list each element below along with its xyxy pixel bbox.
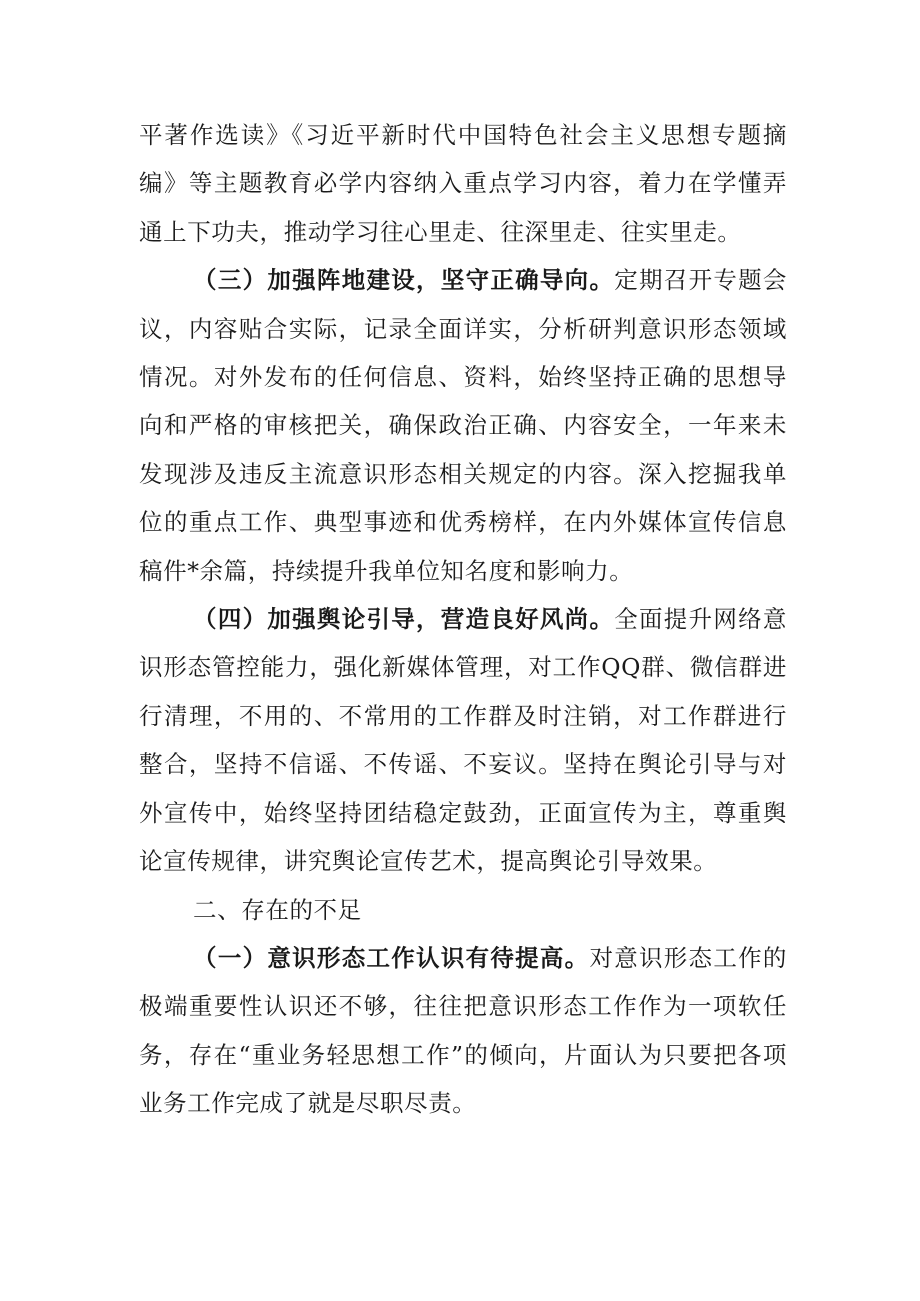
paragraph-heading: （一）意识形态工作认识有待提高。 xyxy=(193,943,590,972)
paragraph-text: 平著作选读》《习近平新时代中国特色社会主义思想专题摘编》等主题教育必学内容纳入重点学习内容，着力在学懂弄通上下功夫，推动学习往心里走、往深里走、往实里走。 xyxy=(139,121,787,246)
section-title-shortcomings xyxy=(139,886,787,934)
paragraph-awareness xyxy=(139,934,787,1128)
paragraph-public-opinion xyxy=(139,595,787,885)
paragraph-heading: （三）加强阵地建设，坚守正确导向。 xyxy=(193,266,615,295)
paragraph-text: 对意识形态工作的极端重要性认识还不够，往往把意识形态工作作为一项软任务，存在“重业务轻思想工作”的倾向，片面认为只要把各项业务工作完成了就是尽职尽责。 xyxy=(139,943,787,1118)
paragraph-heading: （四）加强舆论引导，营造良好风尚。 xyxy=(193,605,615,634)
paragraph-study-content xyxy=(139,111,787,256)
section-title-text: 二、存在的不足 xyxy=(193,895,362,924)
document-body xyxy=(139,111,787,1128)
paragraph-position-building xyxy=(139,256,787,595)
paragraph-text: 定期召开专题会议，内容贴合实际，记录全面详实，分析研判意识形态领域情况。对外发布的任何信息、资料，始终坚持正确的思想导向和严格的审核把关，确保政治正确、内容安全，一年来未发现涉及违反主流意识形态相关规定的内容。深入挖掘我单位的重点工作、典型事迹和优秀榜样，在内外媒体宣传信息稿件*余篇，持续提升我单位知名度和影响力。 xyxy=(139,266,788,585)
paragraph-text: 全面提升网络意识形态管控能力，强化新媒体管理，对工作QQ群、微信群进行清理，不用的、不常用的工作群及时注销，对工作群进行整合，坚持不信谣、不传谣、不妄议。坚持在舆论引导与对外宣传中，始终坚持团结稳定鼓劲，正面宣传为主，尊重舆论宣传规律，讲究舆论宣传艺术，提高舆论引导效果。 xyxy=(139,605,788,876)
